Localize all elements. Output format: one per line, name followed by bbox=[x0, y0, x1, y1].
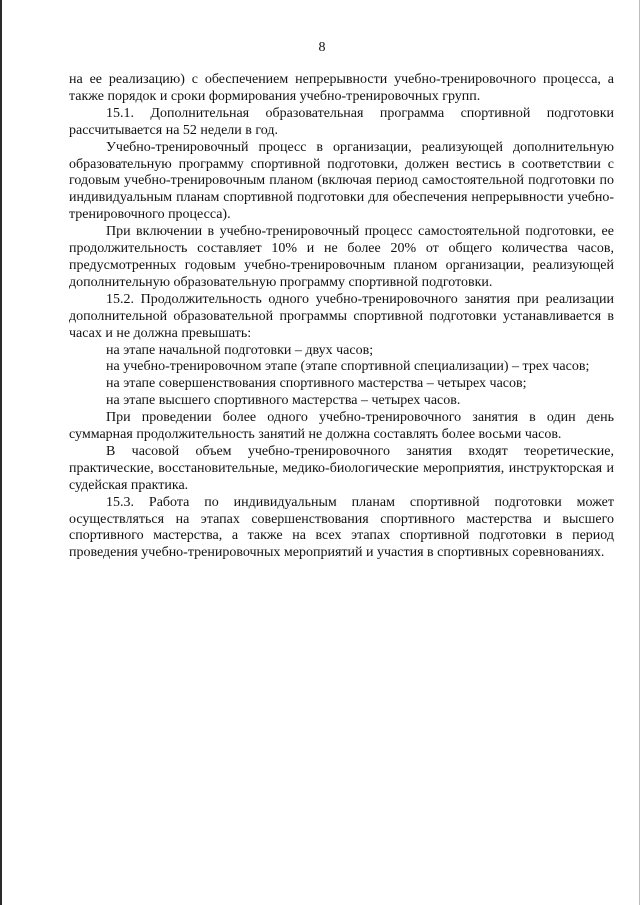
page-number: 8 bbox=[318, 40, 326, 55]
paragraph-multiple-sessions: При проведении более одного учебно-тренировочного занятия в один день суммарная продолжительность занятий не должна составлять более восьми часов. bbox=[69, 410, 614, 443]
paragraph-15-1: 15.1. Дополнительная образовательная программа спортивной подготовки рассчитывается на 52 недели в год. bbox=[69, 105, 614, 138]
paragraph-hourly-volume: В часовой объем учебно-тренировочного занятия входят теоретические, практические, восстановительные, медико-биологические мероприятия, инструкторская и судейская практика. bbox=[69, 443, 614, 493]
list-item-improvement-stage: на этапе совершенствования спортивного мастерства – четырех часов; bbox=[106, 376, 527, 392]
paragraph-training-process: Учебно-тренировочный процесс в организации, реализующей дополнительную образовательную программу спортивной подготовки, должен вестись в соответствии с годовым учебно-тренировочным планом (включая период самостоятельной подготовки по индивидуальным планам спортивной подготовки для обеспечения непрерывности учебно-тренировочного процесса). bbox=[69, 139, 614, 223]
list-item-training-stage: на учебно-тренировочном этапе (этапе спортивной специализации) – трех часов; bbox=[106, 359, 590, 375]
list-item-initial-stage: на этапе начальной подготовки – двух часов; bbox=[106, 342, 374, 358]
paragraph-15-2: 15.2. Продолжительность одного учебно-тренировочного занятия при реализации дополнительной образовательной программы спортивной подготовки устанавливается в часах и не должна превышать: bbox=[69, 291, 614, 341]
paragraph-self-preparation: При включении в учебно-тренировочный процесс самостоятельной подготовки, ее продолжительность составляет 10% и не более 20% от общего количества часов, предусмотренных годовым учебно-тренировочным планом организации, реализующей дополнительную образовательную программу спортивной подготовки. bbox=[69, 224, 614, 290]
paragraph-15-3: 15.3. Работа по индивидуальным планам спортивной подготовки может осуществляться на этапах совершенствования спортивного мастерства и высшего спортивного мастерства, а также на всех этапах спортивной подготовки в период проведения учебно-тренировочных мероприятий и участия в спортивных соревнованиях. bbox=[69, 494, 614, 561]
paragraph-continuation: на ее реализацию) с обеспечением непрерывности учебно-тренировочного процесса, а также порядок и сроки формирования учебно-тренировочных групп. bbox=[69, 72, 614, 104]
document-body bbox=[69, 72, 614, 562]
list-item-higher-mastery-stage: на этапе высшего спортивного мастерства – четырех часов. bbox=[106, 393, 461, 409]
